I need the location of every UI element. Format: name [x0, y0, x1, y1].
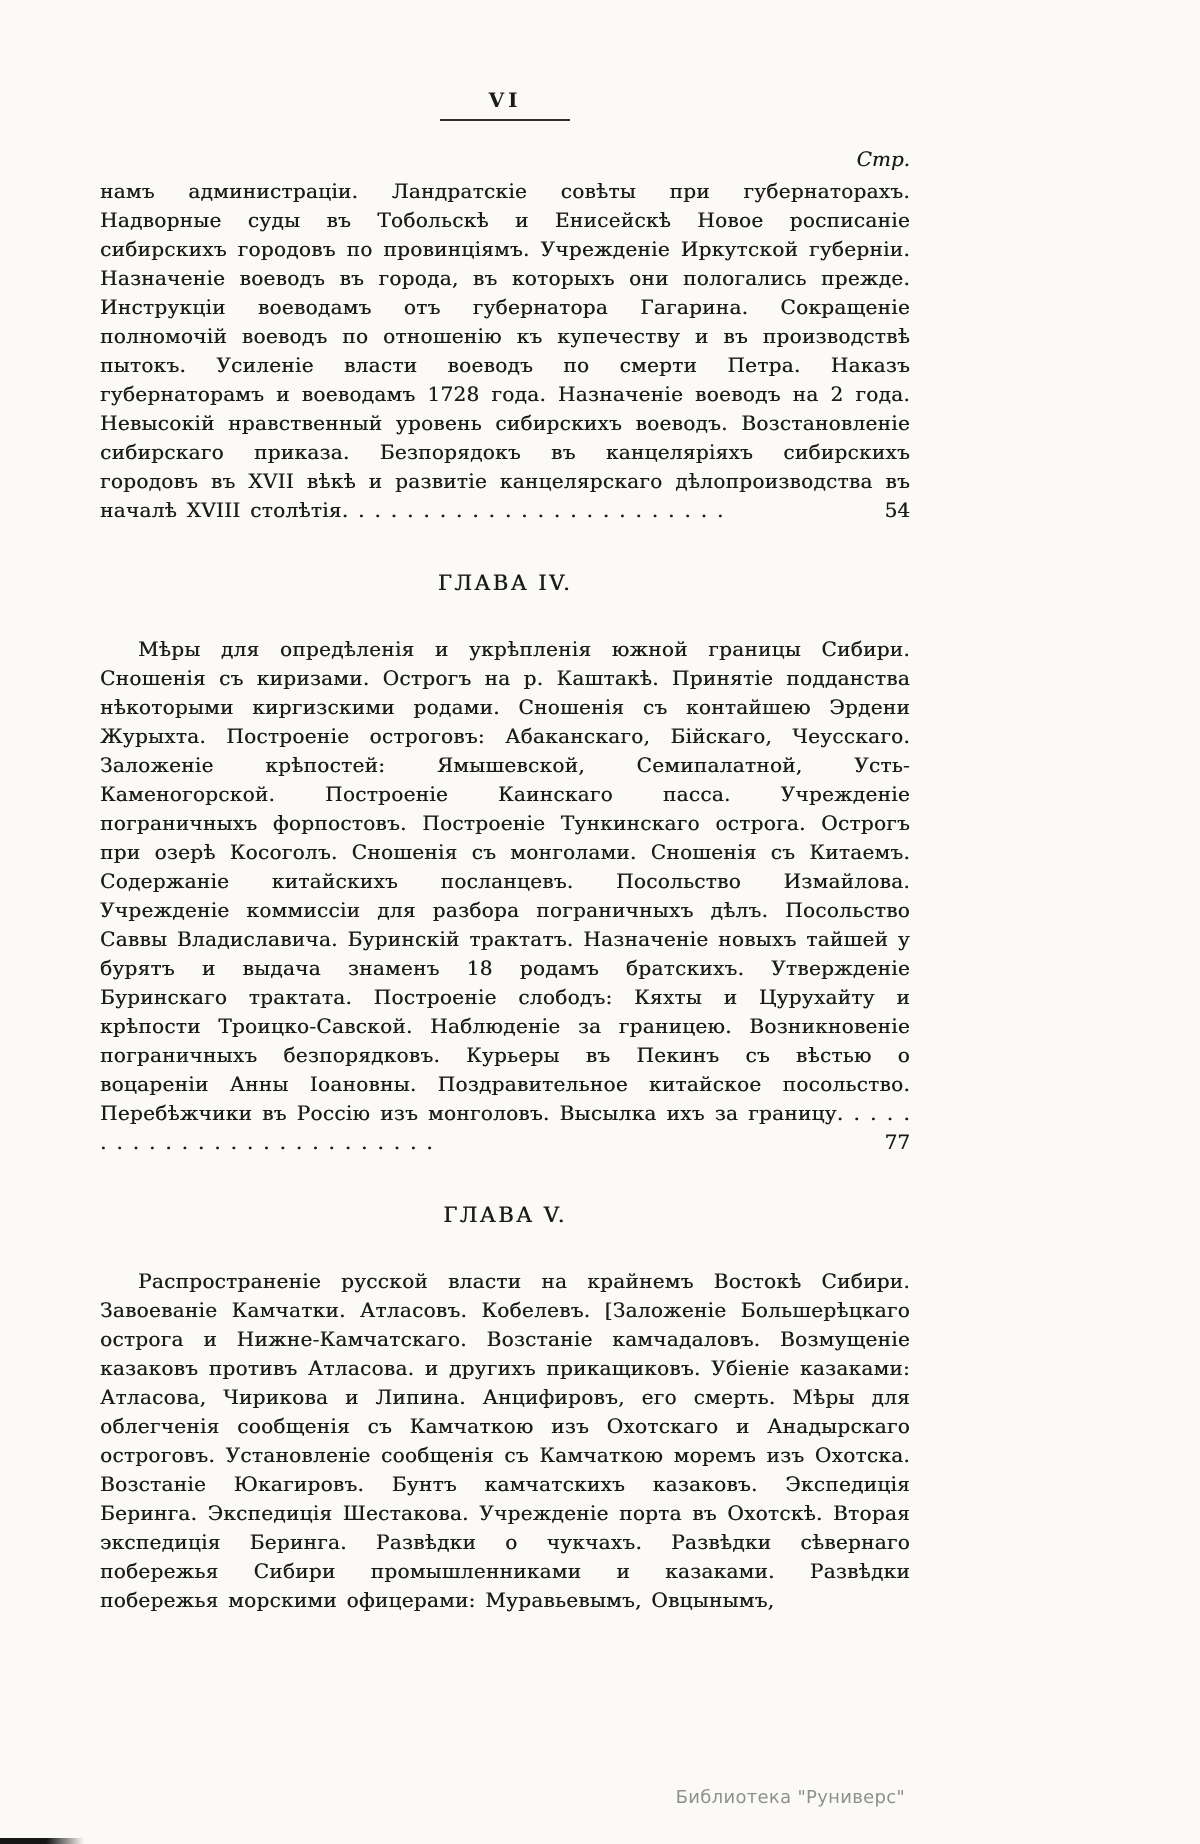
entry-page-number: 54 — [871, 496, 910, 525]
entry-text — [100, 635, 910, 1157]
toc-entry-chapter3 — [100, 177, 910, 525]
toc-entry-chapter4 — [100, 635, 910, 1157]
dot-leader: . . . . . . . . . . . . . . . . . . . . . . . — [348, 498, 724, 522]
entry-text-run: Мѣры для опредѣленія и укрѣпленія южной границы Сибири. Сношенія съ киризами. Острогъ на р. Каштакѣ. Принятіе подданства нѣкоторыми киргизскими родами. Сношенія съ контайшею Эрдени Журыхта. Построеніе остроговъ: Абаканскаго, Бійскаго, Чеусскаго. Заложеніе крѣпостей: Ямышевской, Семипалатной, Усть-Каменогорской. Построеніе Каинскаго пасса. Учрежденіе пограничныхъ форпостовъ. Построеніе Тункинскаго острога. Острогъ при озерѣ Косоголъ. Сношенія съ монголами. Сношенія съ Китаемъ. Содержаніе китайскихъ посланцевъ. Посольство Измайлова. Учрежденіе коммиссіи для разбора пограничныхъ дѣлъ. Посольство Саввы Владиславича. Буринскій трактатъ. Назначеніе новыхъ тайшей у бурятъ и выдача знаменъ 18 родамъ братскихъ. Утвержденіе Буринскаго трактата. Построеніе слободъ: Кяхты и Цурухайту и крѣпости Троицко-Савской. Наблюденіе за границею. Возникновеніе пограничныхъ безпорядковъ. Курьеры въ Пекинъ съ вѣстью о воцареніи Анны Іоановны. Поздравительное китайское посольство. Перебѣжчики въ Россію изъ монголовъ. Высылка ихъ за границу. — [100, 637, 910, 1125]
page-column-header: Стр. — [856, 147, 910, 171]
entry-text-run: намъ администраціи. Ландратскіе совѣты при губернаторахъ. Надворные суды въ Тобольскѣ и Енисейскѣ Новое росписаніе сибирскихъ городовъ по провинціямъ. Учрежденіе Иркутской губерніи. Назначеніе воеводъ въ города, въ которыхъ они пологались прежде. Инструкціи воеводамъ отъ губернатора Гагарина. Сокращеніе полномочій воеводъ по отношенію къ купечеству и въ производствѣ пытокъ. Усиленіе власти воеводъ по смерти Петра. Наказъ губернаторамъ и воеводамъ 1728 года. Назначеніе воеводъ на 2 года. Невысокій нравственный уровень сибирскихъ воеводъ. Возстановленіе сибирскаго приказа. Безпорядокъ въ канцеляріяхъ сибирскихъ городовъ въ XVII вѣкѣ и развитіе канцелярскаго дѣлопроизводства въ началѣ XVIII столѣтія. — [100, 179, 910, 522]
dot-leader: . . . . . . . . . . . . . . . . . . . . . . . . . — [100, 1101, 910, 1154]
entry-text-run: Распространеніе русской власти на крайнемъ Востокѣ Сибири. Завоеваніе Камчатки. Атласовъ. Кобелевъ. [Заложеніе Большерѣцкаго острога и Нижне-Камчатскаго. Возстаніе камчадаловъ. Возмущеніе казаковъ противъ Атласова. и другихъ прикащиковъ. Убіеніе казаками: Атласова, Чирикова и Липина. Анцифировъ, его смерть. Мѣры для облегченія сообщенія съ Камчаткою изъ Охотскаго и Анадырскаго остроговъ. Установленіе сообщенія съ Камчаткою моремъ изъ Охотска. Возстаніе Юкагировъ. Бунтъ камчатскихъ казаковъ. Экспедиція Беринга. Экспедиція Шестакова. Учрежденіе порта въ Охотскѣ. Вторая экспедиція Беринга. Развѣдки о чукчахъ. Развѣдки сѣвернаго побережья Сибири промышленниками и казаками. Развѣдки побережья морскими офицерами: Муравьевымъ, Овцынымъ, — [100, 1269, 910, 1612]
page-number-folio: VI — [488, 88, 522, 112]
entry-text — [100, 177, 910, 525]
chapter-heading-v: ГЛАВА V. — [443, 1203, 567, 1227]
scan-corner-mark — [0, 1838, 84, 1844]
entry-text — [100, 1267, 910, 1615]
folio-rule — [440, 119, 570, 121]
chapter-heading-iv: ГЛАВА IV. — [437, 571, 573, 595]
library-watermark: Библиотека "Руниверс" — [675, 1787, 905, 1808]
toc-entry-chapter5 — [100, 1267, 910, 1615]
entry-page-number: 77 — [871, 1128, 910, 1157]
